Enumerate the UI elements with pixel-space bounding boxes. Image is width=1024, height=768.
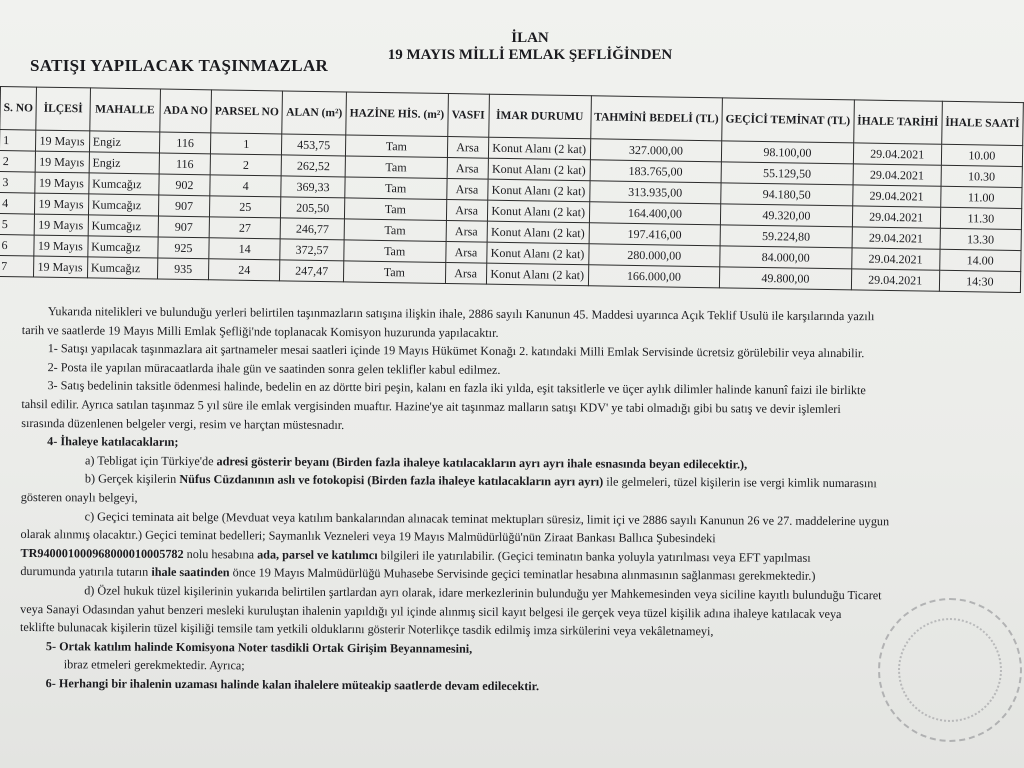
table-cell: 19 Mayıs [35, 214, 89, 236]
column-header: VASFI [447, 94, 489, 138]
column-header: ADA NO [160, 89, 212, 133]
clause-2: 2- Posta ile yapılan müracaatlarda ihale gün ve saatinden sonra gelen teklifler kabul edilmez. [47, 359, 501, 377]
announcement-body [20, 302, 1012, 699]
official-seal-stamp [878, 598, 1022, 742]
table-cell: 372,57 [280, 239, 344, 261]
clause-4b-line-2: gösteren onaylı belgeyi, [20, 489, 138, 505]
table-cell: 183.765,00 [590, 160, 722, 183]
table-cell: Tam [343, 261, 445, 284]
clause-4b-bold: Nüfus Cüzdanının aslı ve fotokopisi (Birden fazla ihaleye katılacakların ayrı ayrı) [179, 472, 604, 489]
table-cell: Konut Alanı (2 kat) [487, 221, 589, 244]
table-cell: 19 Mayıs [35, 172, 89, 194]
table-cell: 247,47 [280, 260, 344, 282]
table-cell: 246,77 [280, 218, 344, 240]
table-cell: 1 [211, 133, 282, 155]
table-cell: Tam [344, 198, 446, 221]
clause-4a-bold: adresi gösterir beyanı (Birden fazla ihaleye katılacakların ayrı ayrı ihale esnasında beyan edilecektir.), [216, 453, 748, 472]
table-cell: 24 [209, 259, 280, 281]
column-header: MAHALLE [90, 88, 161, 132]
table-cell: 55.129,50 [721, 162, 853, 185]
table-cell: 14 [209, 238, 280, 260]
table-cell: 3 [0, 171, 36, 193]
column-header: TAHMİNİ BEDELİ (TL) [590, 96, 722, 141]
clause-3-line-3: sırasında düzenlenen belgeler vergi, resim ve harçtan müstesnadır. [21, 415, 345, 432]
table-cell: 29.04.2021 [853, 143, 941, 165]
table-cell: 13.30 [940, 228, 1022, 250]
table-cell: Arsa [446, 179, 487, 201]
column-header: GEÇİCİ TEMİNAT (TL) [722, 98, 854, 143]
table-cell: Tam [344, 219, 446, 242]
table-cell: Kumcağız [87, 257, 157, 279]
clause-3-line-2: tahsil edilir. Ayrıca satılan taşınmaz 5 yıl süre ile emlak vergisinden muaftır. Hazine'ye ait taşınmaz malların satışı KDV' ye tabi olmadığı gibi bu satış ve devir işlemleri [21, 396, 841, 416]
clause-4d-line-3: teklifte bulunacak kişilerin tüzel kişiliği temsile tam yetkili olduklarını gösterir Noterlikçe tasdik edilmiş imza sirkülerini veya vekâletnameyi, [19, 620, 714, 639]
table-cell: 935 [157, 258, 209, 280]
table-cell: 280.000,00 [588, 244, 720, 267]
section-title: SATIŞI YAPILACAK TAŞINMAZLAR [30, 56, 329, 75]
table-cell: 14:30 [939, 270, 1021, 292]
clause-4c-mid: nolu hesabına [183, 546, 258, 562]
clause-4a-pre: a) Tebligat için Türkiye'de [84, 453, 217, 468]
table-cell: Konut Alanı (2 kat) [487, 179, 589, 202]
table-cell: 7 [0, 255, 34, 277]
table-cell: 327.000,00 [590, 139, 722, 162]
clause-4b-pre: b) Gerçek kişilerin [84, 471, 180, 487]
announcement-title [340, 30, 720, 64]
clause-4c-line-2: olarak alınmış olacaktır.) Geçici teminat bedelleri; Saymanlık Vezneleri veya 19 Mayıs Malmüdürlüğü'nün Ziraat Bankası Ballıca Şubesindeki [20, 527, 716, 546]
table-cell: 19 Mayıs [36, 151, 90, 173]
table-cell: Konut Alanı (2 kat) [488, 158, 590, 181]
table-cell: 262,52 [281, 155, 345, 177]
properties-table [0, 86, 1024, 293]
table-cell: 10.00 [941, 144, 1023, 166]
table-cell: Tam [344, 240, 446, 263]
clause-1: 1- Satışı yapılacak taşınmazlara ait şartnameler mesai saatleri içinde 19 Mayıs Hükümet Konağı 2. katındaki Milli Emlak Servisinde ücretsiz görülebilir veya alınabilir. [47, 341, 865, 361]
table-cell: 116 [159, 132, 211, 154]
table-cell: 59.224,80 [720, 225, 852, 248]
table-cell: 84.000,00 [720, 246, 852, 269]
table-cell: 27 [209, 217, 280, 239]
table-cell: 29.04.2021 [852, 185, 940, 207]
table-cell: Tam [345, 156, 447, 179]
table-cell: Arsa [447, 137, 488, 159]
intro-line-2: tarih ve saatlerde 19 Mayıs Milli Emlak Şefliği'nde toplanacak Komisyon huzurunda yapılacaktır. [21, 322, 499, 340]
table-cell: 6 [0, 234, 35, 256]
table-cell: Tam [345, 135, 447, 158]
clause-4c-l4-post: önce 19 Mayıs Malmüdürlüğü Muhasebe Servisinde geçici teminatlar hesabına alınmasının sağlanması gerekmektedir.) [229, 565, 816, 584]
table-cell: Kumcağız [89, 173, 159, 195]
table-cell: 925 [158, 237, 210, 259]
table-cell: 1 [0, 130, 36, 152]
clause-4d-line-1: d) Özel hukuk tüzel kişilerinin yukarıda belirtilen şartlardan ayrı olarak, idare merkezlerinin bulunduğu yer Mahkemesinden veya siciline kayıtlı bulunduğu Ticaret [84, 583, 882, 603]
table-cell: 2 [0, 150, 36, 172]
table-cell: 29.04.2021 [851, 269, 939, 291]
table-cell: Konut Alanı (2 kat) [486, 242, 588, 265]
table-cell: 197.416,00 [589, 223, 721, 246]
title-line-1: İLAN [511, 30, 549, 46]
table-cell: 164.400,00 [589, 202, 721, 225]
table-cell: 10.30 [941, 165, 1023, 187]
table-cell: 116 [159, 153, 211, 175]
title-line-2: 19 MAYIS MİLLİ EMLAK ŞEFLİĞİNDEN [387, 47, 673, 63]
table-cell: 14.00 [939, 249, 1021, 271]
table-cell: 4 [210, 175, 281, 197]
table-cell: 19 Mayıs [34, 256, 88, 278]
table-cell: 313.935,00 [589, 181, 721, 204]
table-cell: 902 [159, 174, 211, 196]
table-cell: Konut Alanı (2 kat) [486, 263, 588, 286]
iban: TR940001000968000010005782 [20, 545, 184, 561]
table-cell: Arsa [447, 158, 488, 180]
table-cell: Tam [345, 177, 447, 200]
table-cell: Engiz [89, 131, 159, 153]
table-cell: Arsa [446, 200, 487, 222]
clause-4c-line-1: c) Geçici teminata ait belge (Mevduat veya katılım bankalarından alınacak teminat mektupları süresiz, limit içi ve 2886 sayılı Kanunun 26 ve 27. maddelerine uygun [84, 508, 890, 528]
column-header: İLÇESİ [36, 87, 90, 131]
table-cell: 19 Mayıs [35, 193, 89, 215]
table-cell: 29.04.2021 [852, 206, 940, 228]
table-cell: Arsa [446, 221, 487, 243]
table-cell: 19 Mayıs [34, 235, 88, 257]
column-header: İHALE TARİHİ [853, 100, 942, 144]
table-cell: 907 [158, 195, 210, 217]
clause-6: 6- Herhangi bir ihalenin uzaması halinde kalan ihalelere müteakip saatlerde devam edilecektir. [45, 676, 540, 694]
table-cell: Kumcağız [88, 236, 158, 258]
table-cell: 29.04.2021 [851, 248, 939, 270]
table-cell: 94.180,50 [721, 183, 853, 206]
column-header: ALAN (m²) [282, 91, 346, 135]
clause-4c-bold: ada, parsel ve katılımcı [257, 547, 378, 562]
clause-4c-post: bilgileri ile yatırılabilir. (Geçici teminatın banka yoluyla yatırılması veya EFT yapılması [377, 547, 811, 565]
table-cell: Konut Alanı (2 kat) [487, 200, 589, 223]
table-cell: 453,75 [282, 134, 346, 156]
clause-4d-line-2: veya Sanayi Odasından yahut benzeri mesleki kuruluştan ihalenin yapıldığı yıl içinde alınmış sicil kayıt belgesi ile gerçek veya tüzel kişilik adına ihaleye katılacak veya [20, 601, 842, 621]
table-cell: 5 [0, 213, 35, 235]
clause-3-line-1: 3- Satış bedelinin taksitle ödenmesi halinde, bedelin en az dörtte biri peşin, kalanı en fazla iki yılda, eşit taksitlerle ve üçer aylık dilimler halinde kanunî faizi ile birlikte [47, 378, 866, 398]
table-cell: 25 [210, 196, 281, 218]
table-cell: 166.000,00 [588, 265, 720, 288]
column-header: PARSEL NO [211, 90, 283, 134]
table-cell: 2 [210, 154, 281, 176]
clause-4c-l4-bold: ihale saatinden [151, 565, 230, 580]
table-cell: 11.00 [940, 186, 1022, 208]
clause-4c-l4-pre: durumunda yatırıla tutarın [20, 564, 152, 580]
clause-4b-post: ile gelmeleri, tüzel kişilerin ise vergi kimlik numarasını [603, 474, 877, 491]
column-header: HAZİNE HİS. (m²) [346, 92, 448, 137]
clause-5-line-2: ibraz etmeleri gerekmektedir. Ayrıca; [63, 657, 245, 673]
table-cell: 19 Mayıs [36, 130, 90, 152]
column-header: İMAR DURUMU [488, 94, 591, 139]
table-cell: Arsa [445, 242, 486, 264]
table-cell: 29.04.2021 [852, 227, 940, 249]
table-body [0, 130, 1023, 293]
clause-4-heading: 4- İhaleye katılacakların; [47, 434, 179, 450]
table-cell: Arsa [445, 263, 486, 285]
table-cell: Kumcağız [88, 194, 158, 216]
column-header: S. NO [0, 87, 37, 131]
table-cell: Kumcağız [88, 215, 158, 237]
table-cell: Konut Alanı (2 kat) [488, 137, 590, 160]
table-cell: 369,33 [281, 176, 345, 198]
table-cell: 205,50 [281, 197, 345, 219]
table-cell: 49.800,00 [719, 267, 851, 290]
column-header: İHALE SAATİ [941, 101, 1023, 145]
table-cell: 49.320,00 [720, 204, 852, 227]
table-cell: 907 [158, 216, 210, 238]
table-cell: 29.04.2021 [853, 164, 941, 186]
table-cell: 98.100,00 [721, 141, 853, 164]
table-cell: Engiz [89, 152, 159, 174]
table-cell: 11.30 [940, 207, 1022, 229]
intro-line-1: Yukarıda nitelikleri ve bulunduğu yerleri belirtilen taşınmazların satışına ilişkin ihale, 2886 sayılı Kanunun 45. Maddesi uyarınca Açık Teklif Usulü ile karşılarında yazılı [47, 304, 875, 324]
table-cell: 4 [0, 192, 35, 214]
clause-5-line-1: 5- Ortak katılım halinde Komisyona Noter tasdikli Ortak Girişim Beyannamesini, [45, 638, 473, 656]
